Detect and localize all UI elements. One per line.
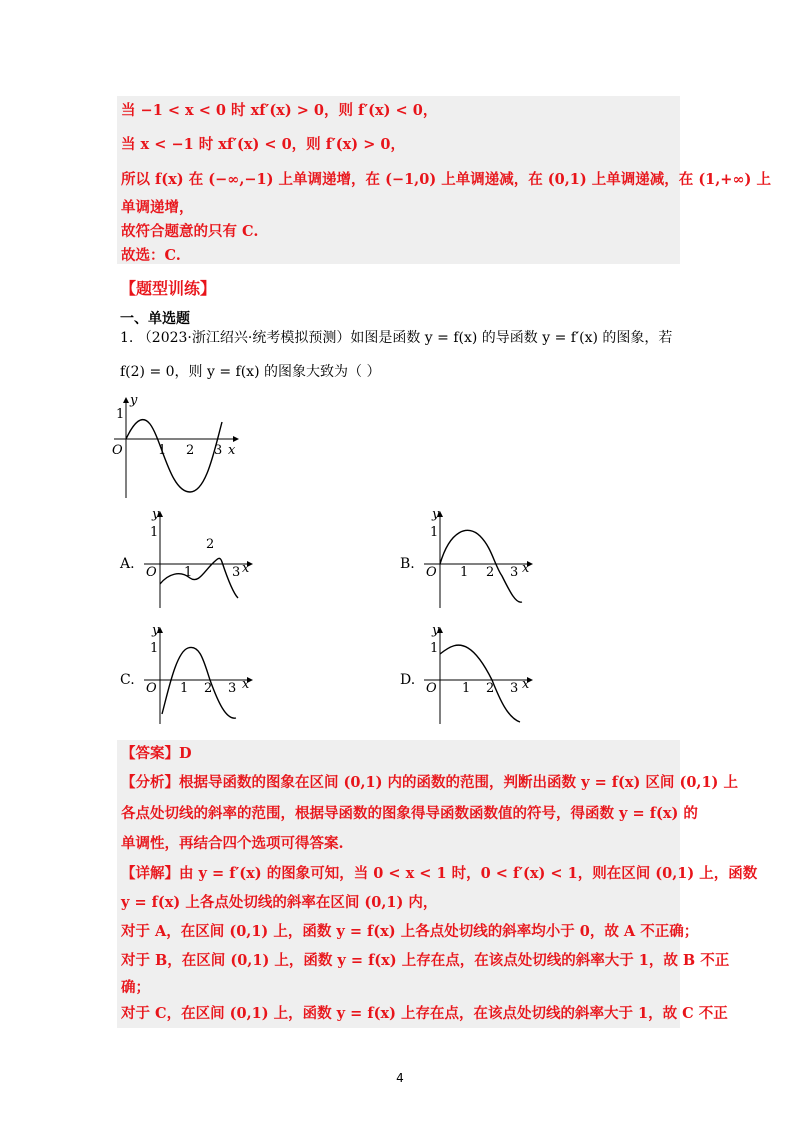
page-number: 4 (396, 1071, 404, 1085)
svg-text:3: 3 (232, 565, 241, 580)
option-c-curve (162, 647, 236, 718)
svg-text:O: O (426, 681, 437, 696)
y-label: y (130, 393, 138, 408)
svg-text:x: x (522, 561, 530, 576)
answer-line-4: 单调性，再结合四个选项可得答案. (121, 835, 344, 852)
svg-text:y: y (152, 507, 160, 522)
question-line-2: f(2) = 0，则 y = f(x) 的图象大致为（ ） (120, 364, 381, 380)
answer-line-10: 对于 C，在区间 (0,1) 上，函数 y = f(x) 上存在点，在该点处切线的斜率大于 1，故 C 不正 (121, 1005, 728, 1022)
svg-text:1: 1 (180, 681, 189, 696)
svg-text:2: 2 (206, 537, 215, 552)
svg-text:y: y (432, 507, 440, 522)
svg-text:1: 1 (430, 525, 439, 540)
derivative-graph (110, 392, 250, 504)
option-a-graph[interactable] (140, 506, 255, 611)
svg-text:O: O (146, 681, 157, 696)
svg-text:2: 2 (204, 681, 213, 696)
answer-line-6: y = f(x) 上各点处切线的斜率在区间 (0,1) 内， (121, 894, 438, 911)
option-d-graph[interactable] (420, 622, 535, 727)
svg-text:1: 1 (184, 565, 193, 580)
derivative-curve (126, 420, 222, 492)
answer-line-8: 对于 B，在区间 (0,1) 上，函数 y = f(x) 上存在点，在该点处切线的斜率大于 1，故 B 不正 (121, 952, 730, 969)
svg-text:3: 3 (510, 565, 519, 580)
option-d-curve (440, 645, 520, 722)
label-one-y: 1 (116, 407, 125, 422)
svg-text:x: x (242, 561, 250, 576)
solution-line-1: 当 −1 < x < 0 时 xf′(x) > 0，则 f′(x) < 0， (121, 102, 438, 119)
svg-text:3: 3 (510, 681, 519, 696)
answer-line-3: 各点处切线的斜率的范围，根据导函数的图象得导函数函数值的符号，得函数 y = f(x) 的 (121, 805, 698, 822)
svg-text:O: O (426, 565, 437, 580)
option-c-label[interactable]: C. (120, 672, 135, 688)
origin-label: O (112, 443, 123, 458)
answer-line-5: 【详解】由 y = f′(x) 的图象可知，当 0 < x < 1 时，0 < f′(x) < 1，则在区间 (0,1) 上，函数 (121, 865, 758, 882)
svg-text:x: x (522, 677, 530, 692)
solution-line-3: 所以 f(x) 在 (−∞,−1) 上单调递增，在 (−1,0) 上单调递减，在 (0,1) 上单调递减，在 (1,+∞) 上 (121, 171, 771, 188)
section-title: 【题型训练】 (120, 279, 217, 298)
answer-line-2: 【分析】根据导函数的图象在区间 (0,1) 内的函数的范围，判断出函数 y = f(x) 区间 (0,1) 上 (121, 774, 738, 791)
answer-line-1: 【答案】D (121, 745, 192, 762)
svg-text:y: y (432, 623, 440, 638)
svg-text:x: x (242, 677, 250, 692)
section-subtitle: 一、单选题 (120, 311, 190, 327)
solution-line-4: 单调递增， (121, 199, 194, 216)
answer-line-9: 确； (121, 979, 150, 996)
svg-text:1: 1 (460, 565, 469, 580)
answer-line-7: 对于 A，在区间 (0,1) 上，函数 y = f(x) 上各点处切线的斜率均小于 0，故 A 不正确； (121, 923, 699, 940)
svg-text:1: 1 (462, 681, 471, 696)
x-label: x (228, 443, 236, 458)
solution-line-2: 当 x < −1 时 xf′(x) < 0，则 f′(x) > 0， (121, 136, 405, 153)
svg-text:1: 1 (150, 641, 159, 656)
option-a-label[interactable]: A. (120, 556, 135, 572)
tick-one: 1 (158, 443, 167, 458)
svg-text:2: 2 (486, 565, 495, 580)
option-b-label[interactable]: B. (400, 556, 415, 572)
solution-line-6: 故选：C. (121, 247, 181, 264)
option-b-graph[interactable] (420, 506, 535, 611)
svg-text:1: 1 (150, 525, 159, 540)
solution-line-5: 故符合题意的只有 C. (121, 223, 259, 240)
question-line-1: 1. （2023·浙江绍兴·统考模拟预测）如图是函数 y = f(x) 的导函数 y = f′(x) 的图象，若 (120, 330, 673, 346)
svg-text:O: O (146, 565, 157, 580)
svg-text:y: y (152, 623, 160, 638)
svg-text:2: 2 (486, 681, 495, 696)
option-d-label[interactable]: D. (400, 672, 416, 688)
svg-text:1: 1 (430, 641, 439, 656)
svg-text:3: 3 (228, 681, 237, 696)
tick-three: 3 (214, 443, 223, 458)
tick-two: 2 (186, 443, 195, 458)
option-c-graph[interactable] (140, 622, 255, 727)
